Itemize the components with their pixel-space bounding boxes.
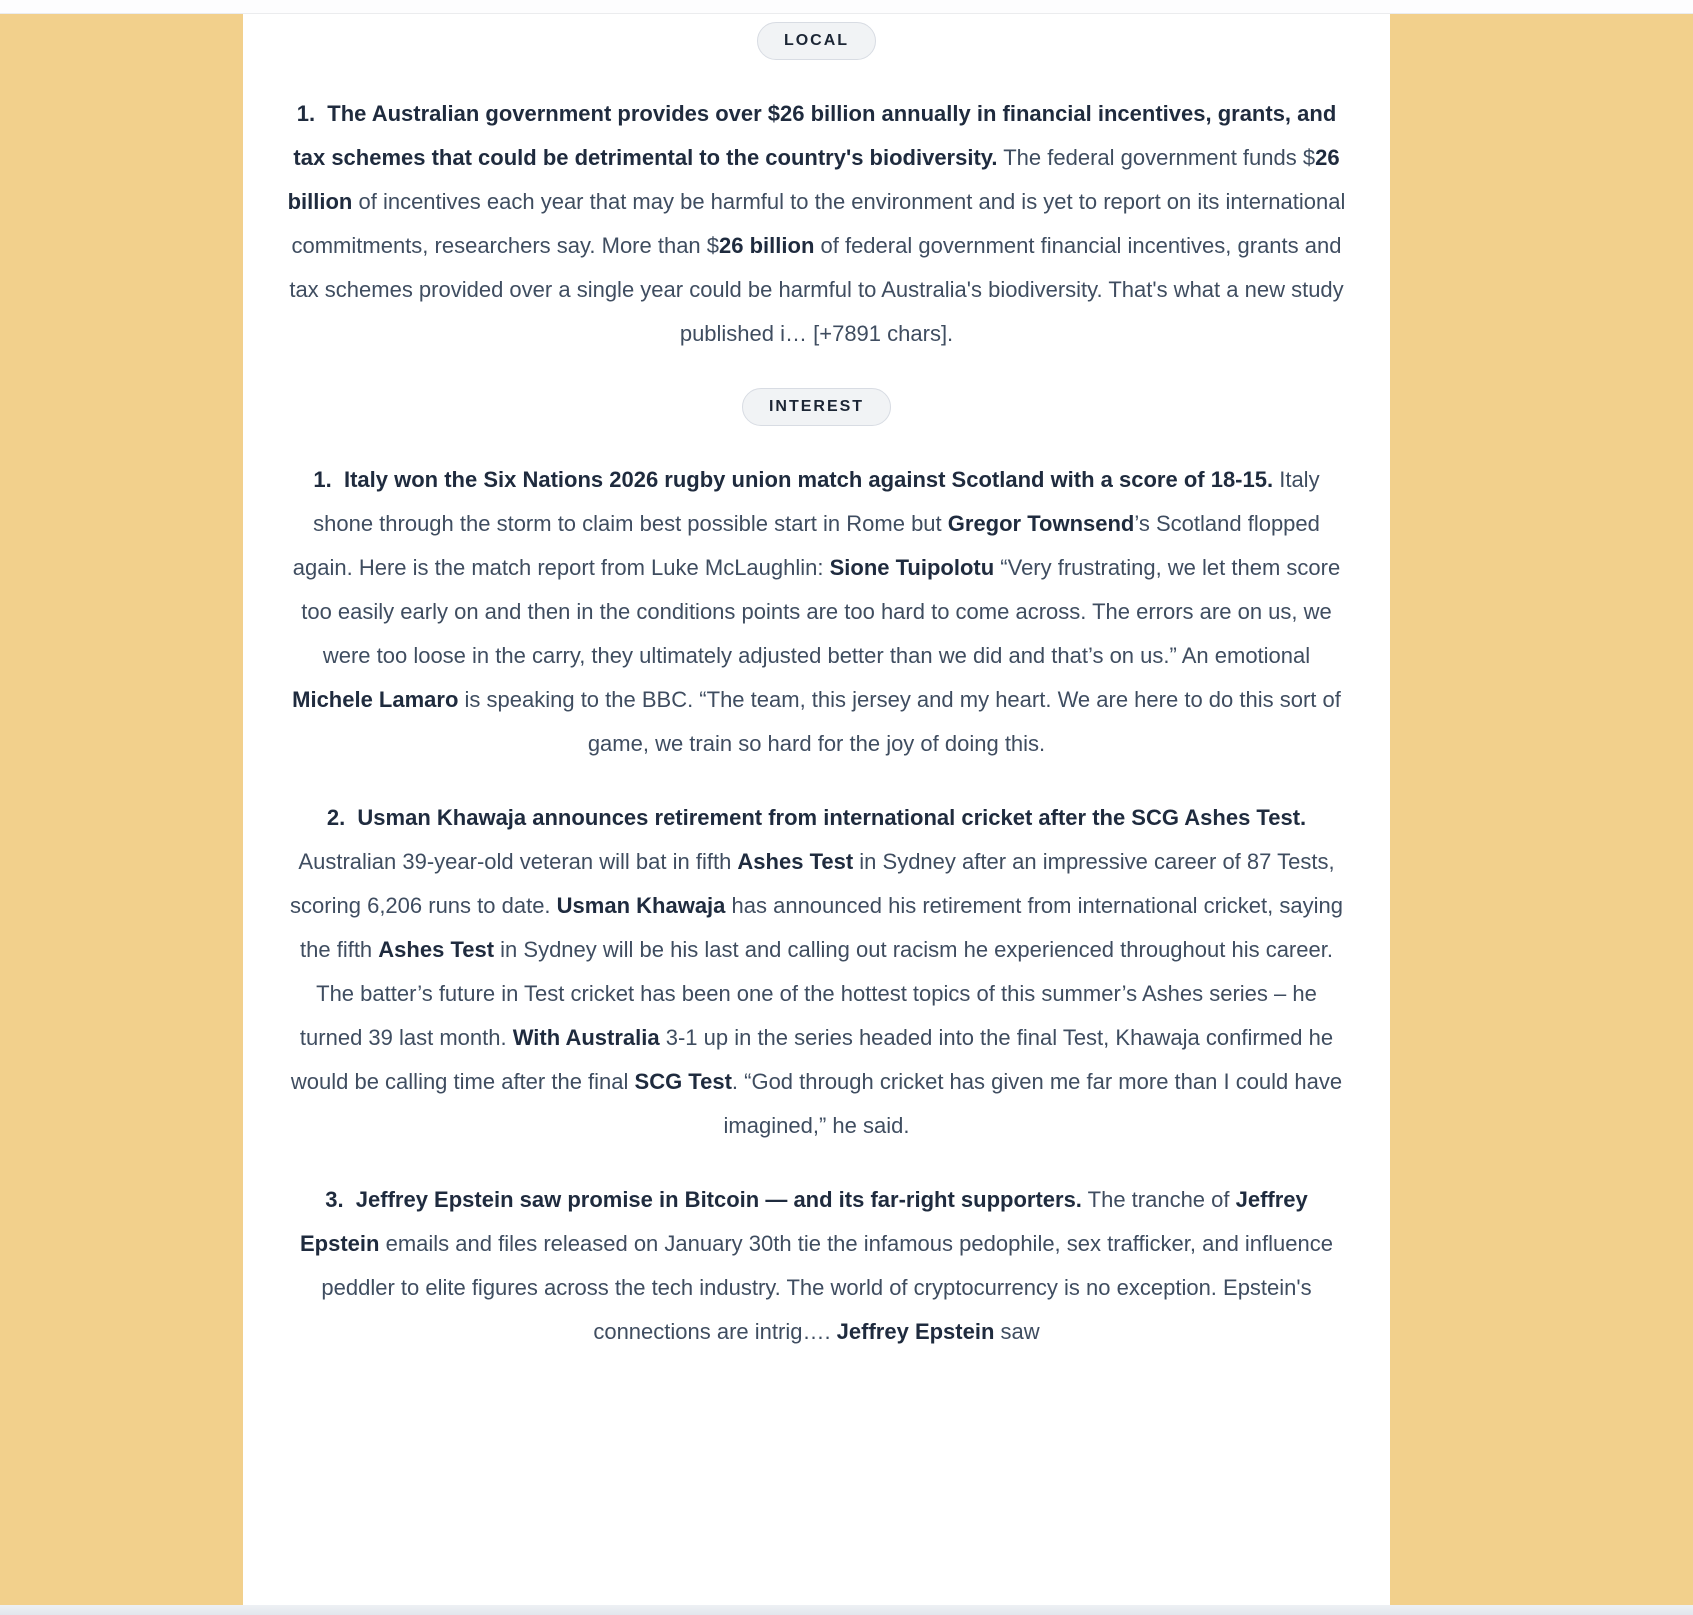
news-item <box>287 1178 1346 1354</box>
section-badge: INTEREST <box>742 388 891 426</box>
news-item-lead <box>313 467 1273 492</box>
bold-text: Jeffrey Epstein <box>300 1187 1308 1256</box>
plain-text: “Very frustrating, we let them score too easily early on and then in the conditions points are too hard to come across. The errors are on us, we were too loose in the carry, they ultimately adjusted better than we did and that’s on us.” An emotional <box>301 555 1341 668</box>
plain-text: emails and files released on January 30th tie the infamous pedophile, sex trafficker, and influence peddler to elite figures across the tech industry. The world of cryptocurrency is no exception. Epstein's connections are intrig…. <box>321 1231 1333 1344</box>
newsletter-section <box>287 388 1346 1354</box>
newsletter-card <box>243 14 1390 1615</box>
bold-text: Gregor Townsend <box>947 511 1135 536</box>
bold-text: Jeffrey Epstein <box>836 1319 995 1344</box>
news-item-lead <box>327 805 1306 830</box>
plain-text: of federal government financial incentives, grants and tax schemes provided over a single year could be harmful to Australia's biodiversity. That's what a new study published i… [+7891 chars]. <box>289 233 1344 346</box>
plain-text: has announced his retirement from international cricket, saying the fifth <box>300 893 1343 962</box>
bold-text: Sione Tuipolotu <box>829 555 995 580</box>
plain-text: is speaking to the BBC. “The team, this jersey and my heart. We are here to do this sort of game, we train so hard for the joy of doing this. <box>458 687 1341 756</box>
news-item-body <box>288 145 1346 346</box>
plain-text: 3-1 up in the series headed into the final Test, Khawaja confirmed he would be calling time after the final <box>290 1025 1334 1094</box>
bold-text: 26 billion <box>287 145 1340 214</box>
news-item-body <box>290 849 1343 1138</box>
news-item-lead-text: Usman Khawaja announces retirement from international cricket after the SCG Ashes Test. <box>357 805 1307 830</box>
section-badge: LOCAL <box>757 22 876 60</box>
bold-text: 26 billion <box>719 233 815 258</box>
plain-text: . “God through cricket has given me far more than I could have imagined,” he said. <box>723 1069 1343 1138</box>
news-item <box>287 92 1346 356</box>
news-item-body <box>292 467 1341 756</box>
viewport-bottom-edge <box>0 1605 1693 1615</box>
section-badge-row <box>287 22 1346 60</box>
plain-text: ’s Scotland flopped again. Here is the match report from Luke McLaughlin: <box>292 511 1320 580</box>
bold-text: SCG Test <box>634 1069 732 1094</box>
news-item-lead <box>325 1187 1082 1212</box>
news-item-number: 2. <box>326 805 358 830</box>
section-items <box>287 92 1346 356</box>
news-item-lead-text: Italy won the Six Nations 2026 rugby union match against Scotland with a score of 18-15. <box>343 467 1274 492</box>
news-item-lead-text: Jeffrey Epstein saw promise in Bitcoin — and its far-right supporters. <box>355 1187 1082 1212</box>
bold-text: Ashes Test <box>378 937 495 962</box>
plain-text: of incentives each year that may be harmful to the environment and is yet to report on its international commitments, researchers say. More than $ <box>291 189 1346 258</box>
news-item-lead-text: The Australian government provides over $26 billion annually in financial incentives, grants, and tax schemes that could be detrimental to the country's biodiversity. <box>293 101 1337 170</box>
news-item <box>287 796 1346 1148</box>
plain-text: The tranche of <box>1087 1187 1236 1212</box>
bold-text: With Australia <box>512 1025 660 1050</box>
plain-text: in Sydney after an impressive career of 87 Tests, scoring 6,206 runs to date. <box>290 849 1335 918</box>
section-items <box>287 458 1346 1354</box>
news-item-number: 1. <box>296 101 328 126</box>
plain-text: in Sydney will be his last and calling out racism he experienced throughout his career. The batter’s future in Test cricket has been one of the hottest topics of this summer’s Ashes series – he turned 39 last month. <box>299 937 1333 1050</box>
news-item-number: 3. <box>325 1187 356 1212</box>
plain-text: Italy shone through the storm to claim best possible start in Rome but <box>313 467 1320 536</box>
bold-text: Ashes Test <box>737 849 854 874</box>
plain-text: The federal government funds $ <box>1003 145 1316 170</box>
section-badge-row <box>287 388 1346 426</box>
news-item <box>287 458 1346 766</box>
bold-text: Michele Lamaro <box>292 687 459 712</box>
newsletter-section <box>287 22 1346 356</box>
bold-text: Usman Khawaja <box>556 893 726 918</box>
plain-text: saw <box>994 1319 1040 1344</box>
plain-text: Australian 39-year-old veteran will bat in fifth <box>298 849 738 874</box>
viewport-top-edge <box>0 0 1693 14</box>
news-item-number: 1. <box>313 467 344 492</box>
